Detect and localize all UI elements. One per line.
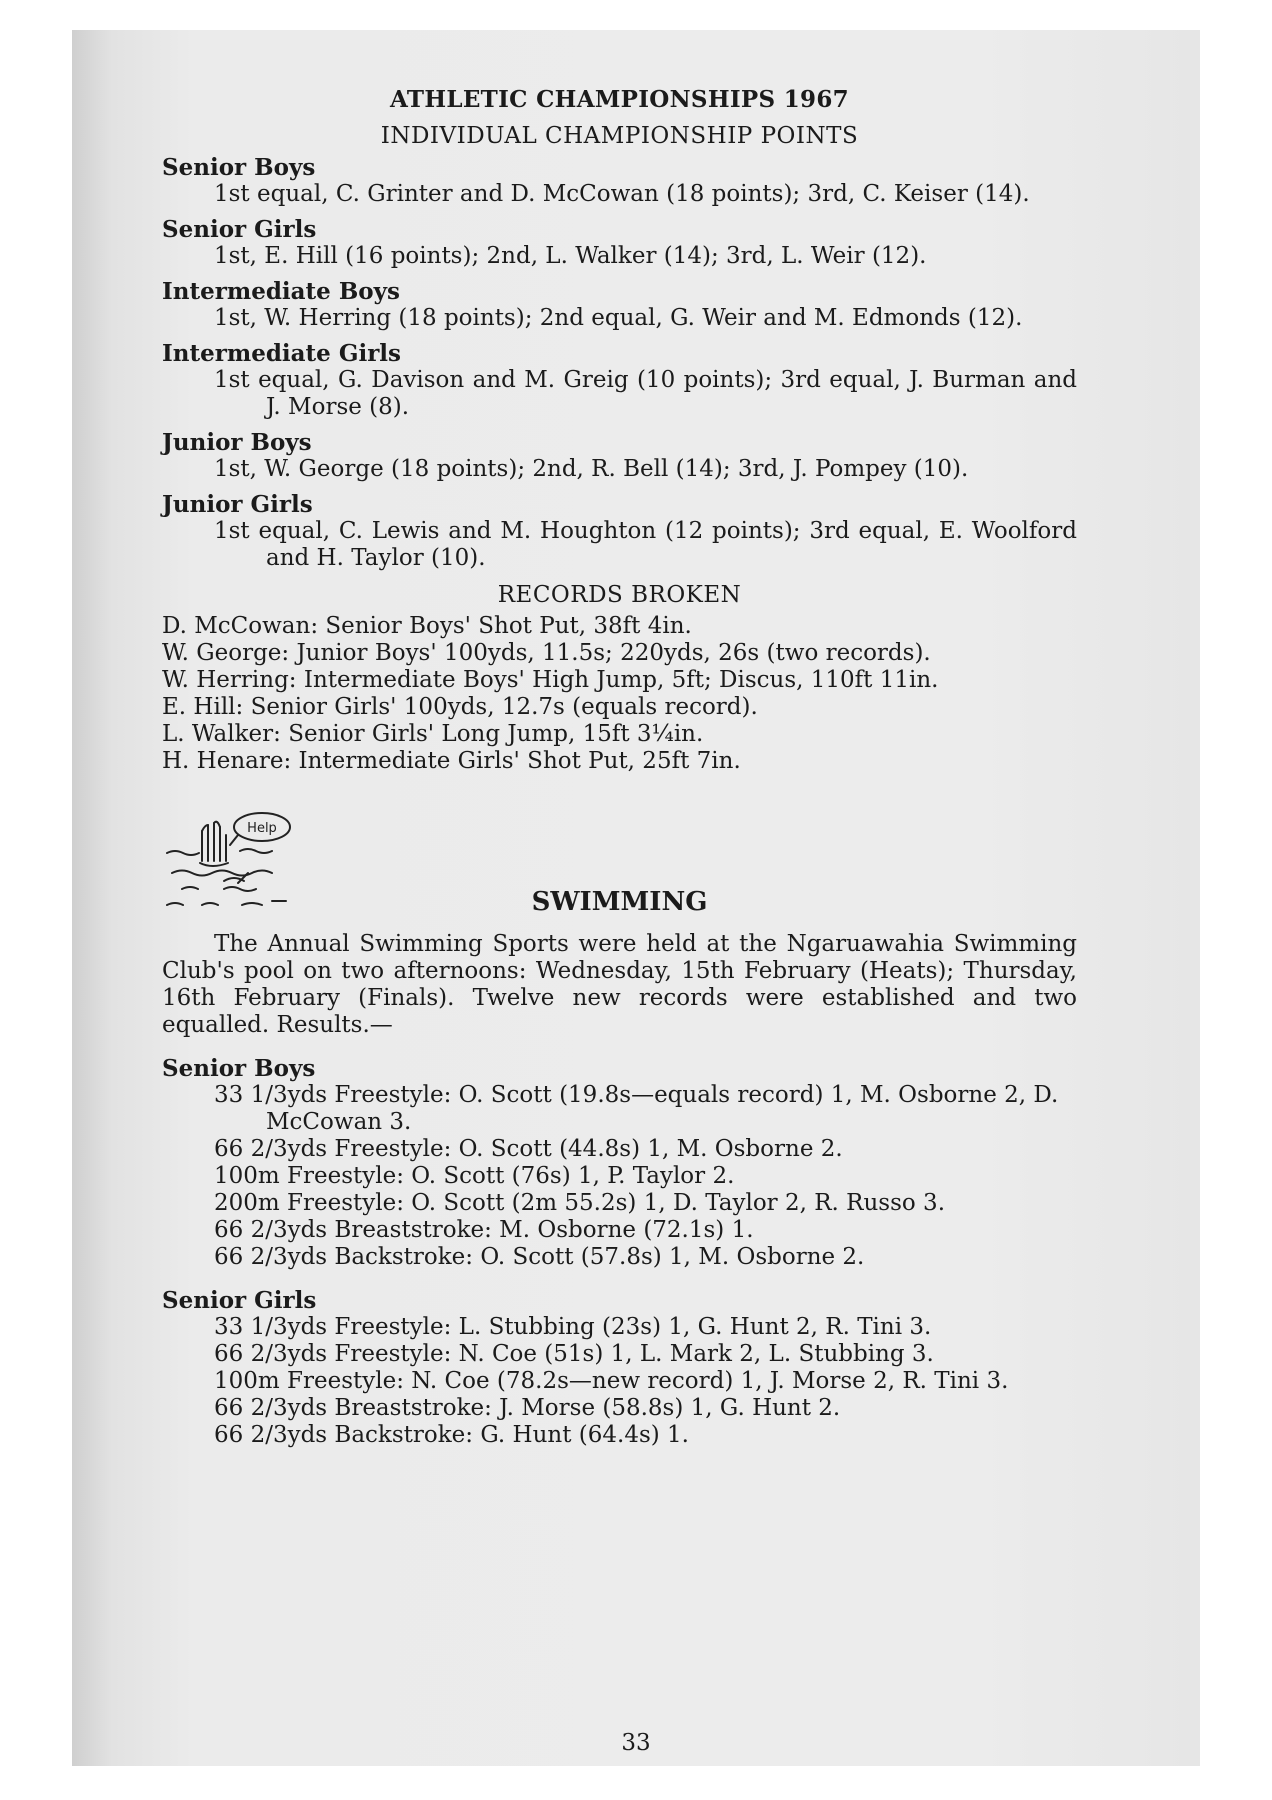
swimming-result: 66 2/3yds Backstroke: O. Scott (57.8s) 1, M. Osborne 2.: [214, 1244, 865, 1270]
swimming-result: 66 2/3yds Breaststroke: J. Morse (58.8s) 1, G. Hunt 2.: [214, 1395, 841, 1421]
record-line: W. George: Junior Boys' 100yds, 11.5s; 220yds, 26s (two records).: [162, 640, 931, 666]
championship-result: 1st equal, G. Davison and M. Greig (10 points); 3rd equal, J. Burman and J. Morse (8).: [214, 367, 1077, 420]
swimming-result: 33 1/3yds Freestyle: O. Scott (19.8s—equals record) 1, M. Osborne 2, D. McCowan 3.: [214, 1082, 1059, 1135]
swimming-results: [162, 1055, 1077, 1449]
records-heading: RECORDS BROKEN: [497, 582, 742, 608]
championship-result: 1st equal, C. Lewis and M. Houghton (12 points); 3rd equal, E. Woolford and H. Taylor (10).: [214, 518, 1077, 571]
swimming-result: 66 2/3yds Breaststroke: M. Osborne (72.1s) 1.: [214, 1217, 754, 1243]
championship-category: Junior Girls: [162, 491, 313, 518]
swimming-intro: The Annual Swimming Sports were held at the Ngaruawahia Swimming Club's pool on two afternoons: Wednesday, 15th February (Heats); Thursday, 16th February (Finals). Twelve new records were established and two equalled. Results.—: [162, 931, 1077, 1038]
championship-result: 1st, E. Hill (16 points); 2nd, L. Walker (14); 3rd, L. Weir (12).: [214, 243, 927, 269]
championship-category: Senior Girls: [162, 216, 317, 243]
swimming-result: 200m Freestyle: O. Scott (2m 55.2s) 1, D. Taylor 2, R. Russo 3.: [214, 1190, 946, 1216]
swimming-category: Senior Girls: [162, 1287, 317, 1314]
swimming-category: Senior Boys: [162, 1055, 316, 1082]
championship-category: Intermediate Boys: [162, 278, 400, 305]
sketch-help-text: Help: [247, 821, 277, 836]
record-line: E. Hill: Senior Girls' 100yds, 12.7s (equals record).: [162, 694, 758, 720]
record-line: L. Walker: Senior Girls' Long Jump, 15ft 3¼in.: [162, 721, 704, 747]
record-line: H. Henare: Intermediate Girls' Shot Put, 25ft 7in.: [162, 748, 741, 774]
swimming-heading: SWIMMING: [531, 887, 708, 917]
scanned-page: [72, 30, 1200, 1766]
championship-result: 1st equal, C. Grinter and D. McCowan (18 points); 3rd, C. Keiser (14).: [214, 181, 1030, 207]
swimming-result: 66 2/3yds Freestyle: O. Scott (44.8s) 1, M. Osborne 2.: [214, 1136, 843, 1162]
swimming-result: 100m Freestyle: O. Scott (76s) 1, P. Taylor 2.: [214, 1163, 735, 1189]
record-line: D. McCowan: Senior Boys' Shot Put, 38ft 4in.: [162, 613, 692, 639]
championship-result: 1st, W. George (18 points); 2nd, R. Bell (14); 3rd, J. Pompey (10).: [214, 456, 969, 482]
championship-category: Senior Boys: [162, 154, 316, 181]
swimming-header: [162, 801, 1077, 931]
page-content: [162, 86, 1077, 1449]
records-list: [162, 613, 1077, 775]
page-number: 33: [621, 1730, 651, 1756]
championship-list: [162, 154, 1077, 572]
championship-category: Junior Boys: [162, 429, 312, 456]
page-title: ATHLETIC CHAMPIONSHIPS 1967: [390, 86, 849, 113]
swimming-result: 33 1/3yds Freestyle: L. Stubbing (23s) 1, G. Hunt 2, R. Tini 3.: [214, 1314, 932, 1340]
individual-points-heading: INDIVIDUAL CHAMPIONSHIP POINTS: [380, 123, 859, 149]
championship-category: Intermediate Girls: [162, 340, 401, 367]
swimming-result: 66 2/3yds Backstroke: G. Hunt (64.4s) 1.: [214, 1422, 689, 1448]
swimming-result: 100m Freestyle: N. Coe (78.2s—new record) 1, J. Morse 2, R. Tini 3.: [214, 1368, 1009, 1394]
swimming-result: 66 2/3yds Freestyle: N. Coe (51s) 1, L. Mark 2, L. Stubbing 3.: [214, 1341, 934, 1367]
record-line: W. Herring: Intermediate Boys' High Jump, 5ft; Discus, 110ft 11in.: [162, 667, 939, 693]
championship-result: 1st, W. Herring (18 points); 2nd equal, G. Weir and M. Edmonds (12).: [214, 305, 1023, 331]
